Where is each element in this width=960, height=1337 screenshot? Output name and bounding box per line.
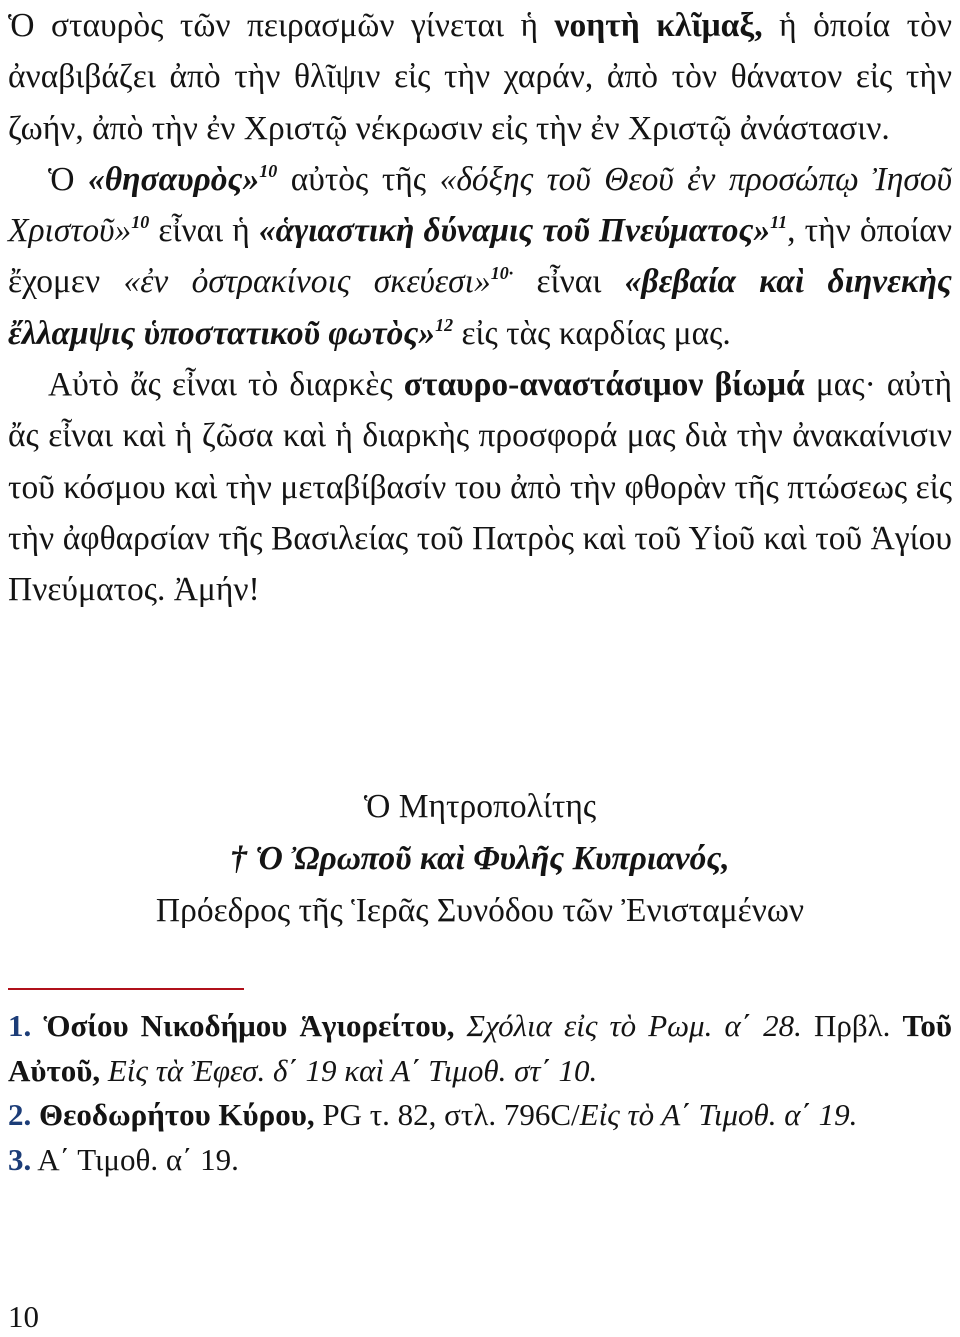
quote-ellampsis: «βεβαία καὶ διηνεκὴς ἔλλαμψις ὑποστατικοῦ φωτὸς» — [8, 263, 952, 352]
quote-skeuesi: «ἐν ὀστρακίνοις σκεύεσι» — [123, 263, 491, 301]
signature-office: Πρόεδρος τῆς Ἱερᾶς Συνόδου τῶν Ἐνισταμένων — [155, 892, 805, 929]
quote-doxis: «δόξης τοῦ Θεοῦ ἐν προσώπῳ Ἰησοῦ Χριστοῦ» — [8, 160, 952, 250]
text-run: , τὴν ὁποίαν ἔχομεν — [8, 212, 953, 301]
paragraph-2 — [8, 154, 952, 359]
quote-thesauros: «θησαυρὸς» — [88, 160, 260, 198]
signature-name — [0, 833, 960, 885]
footnote-number: 3. — [8, 1141, 32, 1177]
text-run: Ὁ — [48, 160, 88, 198]
footnote-ref: 12 — [435, 314, 454, 335]
page-number: 10 — [8, 1299, 39, 1334]
main-text — [8, 0, 952, 616]
bold-phrase: σταυρο-αναστάσιμον βίωμά — [403, 366, 805, 404]
footnote-2 — [8, 1093, 952, 1138]
signature-block — [0, 781, 960, 937]
paragraph-1 — [8, 0, 952, 154]
footnote-number: 1. — [8, 1008, 32, 1043]
text-run: εἰς τὰς καρδίας μας. — [453, 314, 731, 352]
footnote-divider — [8, 988, 244, 990]
text-run: μας· αὐτὴ ἄς εἶναι καὶ ἡ ζῶσα καὶ ἡ διαρκὴς προσφορά μας διὰ τὴν ἀνακαίνισιν τοῦ κόσμου καὶ τὴν μεταβίβασίν του ἀπὸ τὴν φθορὰν τῆς πτώσεως εἰς τὴν ἀφθαρσίαν τῆς Βασιλείας τοῦ Πατρὸς καὶ τοῦ Υἱοῦ καὶ τοῦ Ἁγίου Πνεύματος. Ἀμήν! — [8, 366, 952, 609]
footnote-ref: 10 — [131, 212, 150, 233]
text-run: εἶναι ἡ — [149, 212, 259, 250]
text-run: Α΄ Τιμοθ. α΄ 19. — [31, 1141, 239, 1177]
footnote-1 — [8, 1004, 952, 1093]
footnote-3 — [8, 1138, 952, 1183]
signature-name-text: Ὁ Ὠρωποῦ καὶ Φυλῆς Κυπριανός, — [247, 840, 730, 877]
text-run: Ὁ σταυρὸς τῶν πειρασμῶν γίνεται ἡ — [8, 7, 555, 44]
quote-dynamis: «ἁγιαστικὴ δύναμις τοῦ Πνεύματος» — [258, 212, 771, 250]
text-run: αὐτὸς τῆς — [277, 160, 440, 198]
text-run: Αὐτὸ ἄς εἶναι τὸ διαρκὲς — [48, 366, 404, 404]
text-run: ἡ ὁποία τὸν ἀναβιβάζει ἀπὸ τὴν θλῖψιν εἰς τὴν χαράν, ἀπὸ τὸν θάνατον εἰς τὴν ζωήν, ἀπὸ τὴν ἐν Χριστῷ νέκρωσιν εἰς τὴν ἐν Χριστῷ ἀνάστασιν. — [8, 7, 952, 147]
text-run: PG τ. 82, στλ. 796C/ — [314, 1097, 580, 1132]
bold-phrase: νοητὴ κλῖμαξ, — [554, 7, 763, 44]
footnote-ref: 10 — [259, 160, 278, 181]
signature-title: Ὁ Μητροπολίτης — [363, 788, 597, 825]
footnotes — [8, 1004, 952, 1182]
footnote-ref: 10· — [490, 263, 514, 284]
footnote-work: Εἰς τὰ Ἐφεσ. δ΄ 19 καὶ Α΄ Τιμοθ. στ΄ 10. — [100, 1052, 598, 1088]
footnote-author: Ὁσίου Νικοδήμου Ἁγιορείτου, — [31, 1008, 455, 1043]
text-run: Πρβλ. — [801, 1008, 903, 1043]
footnote-number: 2. — [8, 1097, 32, 1132]
footnote-ref: 11 — [770, 212, 788, 233]
footnote-author: Θεοδωρήτου Κύρου, — [31, 1097, 315, 1132]
footnote-work: Εἰς τὸ Α΄ Τιμοθ. α΄ 19. — [579, 1097, 858, 1132]
cross-icon: † — [230, 840, 248, 877]
text-run: εἶναι — [513, 263, 625, 301]
paragraph-3 — [8, 359, 952, 615]
footnote-author: Τοῦ Αὐτοῦ, — [8, 1008, 952, 1088]
footnote-work: Σχόλια εἰς τὸ Ρωμ. α΄ 28. — [454, 1008, 802, 1043]
